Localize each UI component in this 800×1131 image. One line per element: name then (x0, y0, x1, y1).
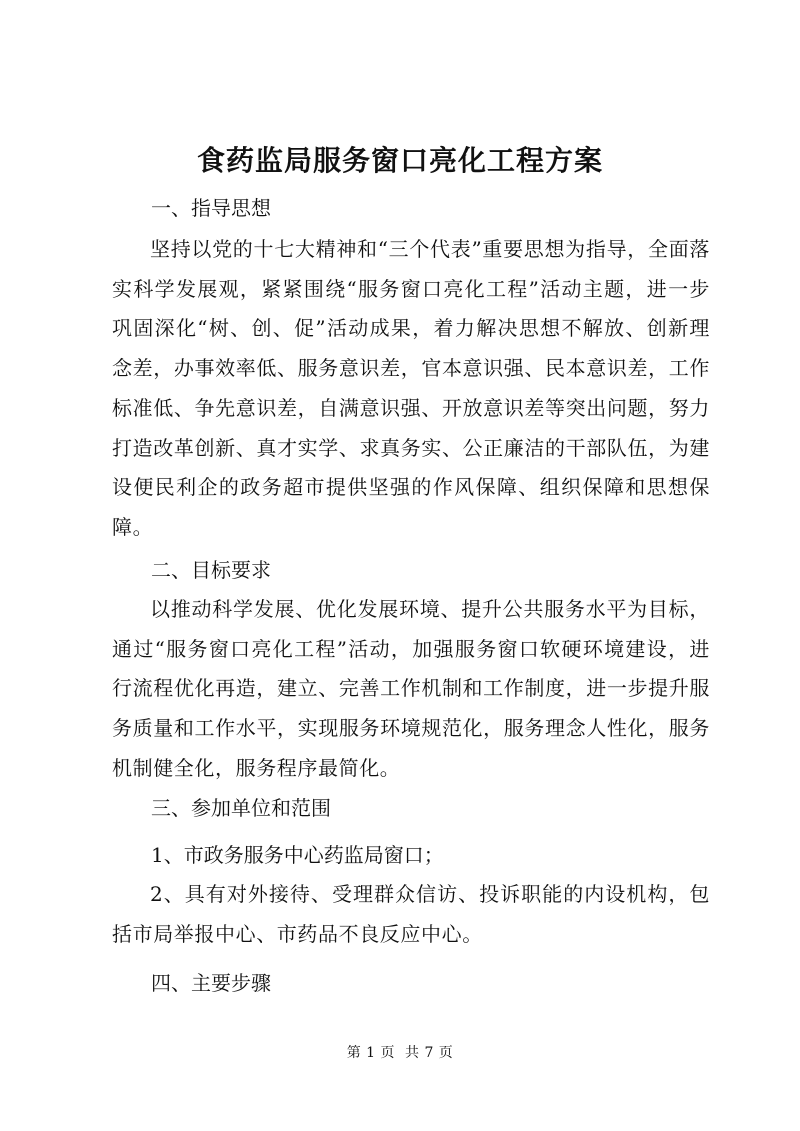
page-footer (0, 1043, 800, 1063)
list-item-participant-2: 2、具有对外接待、受理群众信访、投诉职能的内设机构，包括市局举报中心、市药品不良反应中心。 (112, 882, 710, 946)
document-title: 食药监局服务窗口亮化工程方案 (196, 144, 603, 177)
list-item-participant-1: 1、市政务服务中心药监局窗口； (151, 843, 444, 867)
section-heading-guiding-ideology: 一、指导思想 (151, 196, 271, 220)
section-heading-goals: 二、目标要求 (151, 558, 271, 582)
section-paragraph-guiding-ideology: 坚持以党的十七大精神和“三个代表”重要思想为指导，全面落实科学发展观，紧紧围绕“服务窗口亮化工程”活动主题，进一步巩固深化“树、创、促”活动成果，着力解决思想不解放、创新理念差，办事效率低、服务意识差，官本意识强、民本意识差，工作标准低、争先意识差，自满意识强、开放意识差等突出问题，努力打造改革创新、真才实学、求真务实、公正廉洁的干部队伍，为建设便民利企的政务超市提供坚强的作风保障、组织保障和思想保障。 (112, 237, 710, 539)
section-heading-participants: 三、参加单位和范围 (151, 796, 331, 820)
section-heading-main-steps: 四、主要步骤 (151, 971, 271, 995)
page-total: 共 7 页 (405, 1045, 454, 1061)
section-paragraph-goals: 以推动科学发展、优化发展环境、提升公共服务水平为目标，通过“服务窗口亮化工程”活动，加强服务窗口软硬环境建设，进行流程优化再造，建立、完善工作机制和工作制度，进一步提升服务质量和工作水平，实现服务环境规范化，服务理念人性化，服务机制健全化，服务程序最简化。 (112, 597, 710, 780)
page-number: 第 1 页 (346, 1045, 395, 1061)
